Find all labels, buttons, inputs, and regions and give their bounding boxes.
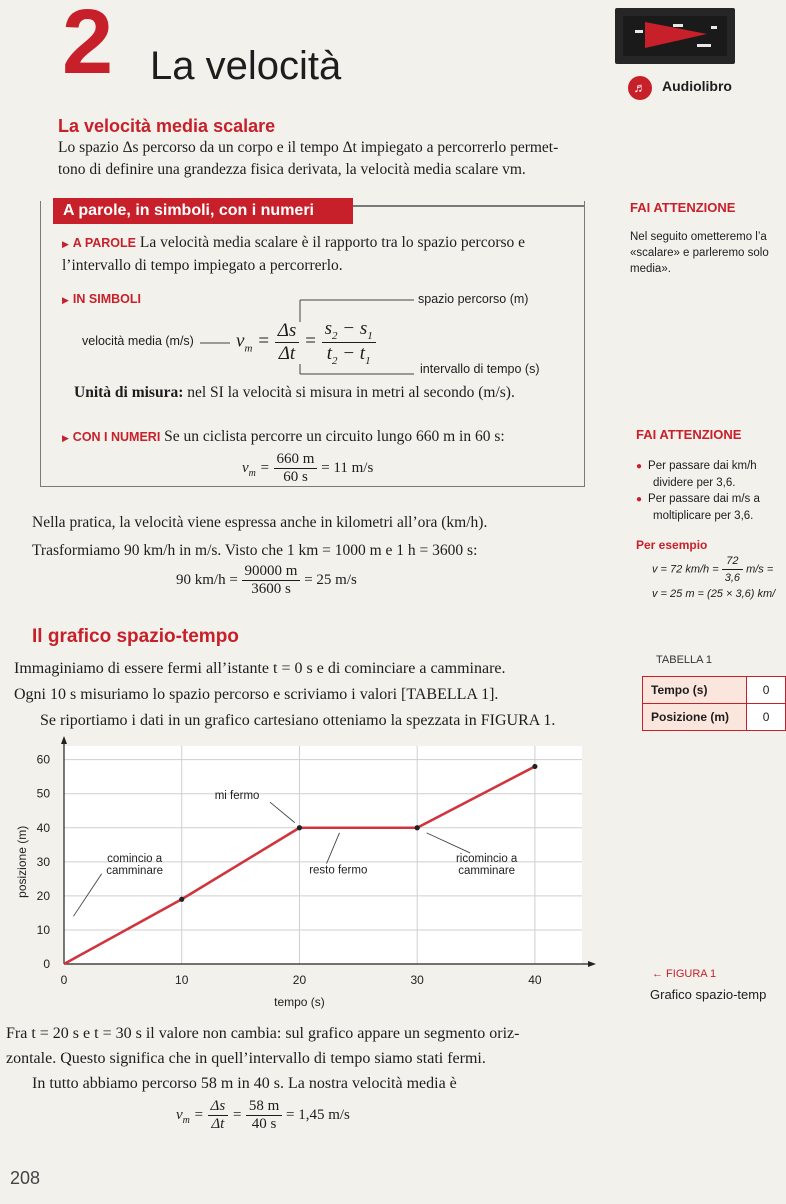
numbers-result: = 11 m/s (321, 459, 374, 476)
example-1-num: 72 (722, 553, 743, 570)
sidebar-title-attention-1: FAI ATTENZIONE (630, 200, 736, 215)
velocity-formula: $v_m$ = $\frac{\Delta s}{\Delta t}$ = $\frac{s_2 - s_1}{t_2 - t_1}$ (236, 318, 376, 367)
units-sentence (74, 382, 580, 404)
definition-box-header: A parole, in simboli, con i numeri (53, 198, 353, 224)
chart-annotation-resto-fermo: resto fermo (309, 864, 368, 877)
chart-data-point (297, 825, 302, 830)
definition-words-line-1: La velocità media scalare è il rapporto tra lo spazio percorso e (139, 234, 526, 251)
chart-x-tick-label: 30 (410, 973, 424, 987)
data-table (642, 676, 786, 731)
chart-y-tick-label: 0 (43, 957, 50, 971)
table-row (643, 704, 786, 731)
graph-intro-paragraph (14, 656, 614, 734)
audiobook-thumbnail[interactable] (615, 8, 735, 64)
conversion-formula (176, 563, 357, 598)
table-row (643, 677, 786, 704)
section-title-graph: Il grafico spazio-tempo (32, 626, 239, 647)
headphones-icon[interactable]: ♬ (628, 76, 652, 100)
label-average-velocity: velocità media (m/s) (82, 334, 194, 348)
symbols-tag-row: ▶ IN SIMBOLI (62, 292, 141, 306)
chart-data-point (179, 897, 184, 902)
chart-y-tick-label: 50 (36, 786, 50, 801)
example-title: Per esempio (636, 538, 708, 552)
units-label: Unità di misura: (74, 384, 184, 401)
tag-symbols: IN SIMBOLI (72, 292, 141, 306)
example-1-right: m/s = (746, 563, 774, 576)
conversion-left: 90 km/h = (176, 571, 238, 588)
chart-y-tick-label: 30 (36, 854, 50, 869)
numbers-numerator: 660 m (274, 451, 318, 469)
chart-annotation-ricomincio: ricomincio a camminare (455, 852, 518, 877)
tag-numbers: CON I NUMERI (72, 430, 161, 444)
conversion-right: = 25 m/s (304, 571, 357, 588)
conversion-denominator: 3600 s (251, 581, 291, 597)
result-value: = 1,45 m/s (285, 1106, 350, 1123)
chart-y-tick-label: 20 (36, 888, 50, 903)
label-space-travelled: spazio percorso (m) (418, 292, 529, 306)
figure-caption-tag: ← FIGURA 1 (652, 968, 717, 980)
chart-x-tick-label: 10 (175, 973, 189, 987)
audiobook-link[interactable]: Audiolibro (662, 78, 732, 94)
graph-intro-line-1: Immaginiamo di essere fermi all’istante t = 0 s e di cominciare a camminare. (14, 660, 506, 677)
sidebar-note-2: ● Per passare dai km/h dividere per 3,6. ● Per passare dai m/s a moltiplicare per 3,6. (636, 458, 786, 524)
audio-waveform-icon (615, 8, 735, 64)
intro-line-2: tono di definire una grandezza fisica derivata, la velocità media scalare vm. (58, 161, 526, 178)
example-1-left: v = 72 km/h = (652, 563, 719, 576)
intro-paragraph (58, 137, 598, 181)
chart-annotation-comincio: comincio a camminare (106, 852, 164, 877)
page-number: 208 (10, 1168, 41, 1188)
result-numerator: 58 m (246, 1098, 282, 1116)
chart-y-axis-arrow (61, 736, 67, 744)
conclusion-line-2: zontale. Questo significa che in quell’intervallo di tempo siamo stati fermi. (6, 1050, 486, 1067)
chart-annotation-mi-fermo: mi fermo (214, 789, 260, 802)
chart-data-point (415, 825, 420, 830)
table-title: TABELLA 1 (656, 654, 713, 666)
numbers-denominator: 60 s (283, 469, 308, 485)
km-h-line-2: Trasformiamo 90 km/h in m/s. Visto che 1 km = 1000 m e 1 h = 3600 s: (32, 542, 478, 559)
chart-y-axis-label: posizione (m) (15, 825, 29, 898)
conversion-numerator: 90000 m (242, 563, 301, 581)
table-cell-position: 0 (747, 704, 786, 731)
box-top-rule (340, 205, 584, 207)
chart-y-tick-label: 40 (36, 820, 50, 835)
result-denominator: 40 s (251, 1116, 277, 1132)
intro-line-1: Lo spazio Δs percorso da un corpo e il tempo Δt impiegato a percorrerlo permet- (58, 139, 559, 156)
units-text: nel SI la velocità si misura in metri al secondo (m/s). (187, 384, 515, 401)
conclusion-paragraph (6, 1021, 606, 1096)
graph-intro-line-3: Se riportiamo i dati in un grafico cartesiano otteniamo la spezzata in FIGURA 1. (40, 712, 556, 729)
chart-x-tick-label: 0 (60, 973, 68, 987)
example-conversion-2: v = 25 m = (25 × 3,6) km/ (652, 588, 776, 600)
sidebar-2-b2-line-1: Per passare dai m/s a (648, 493, 760, 505)
conclusion-line-1: Fra t = 20 s e t = 30 s il valore non cambia: sul grafico appare un segmento oriz- (6, 1025, 520, 1042)
conclusion-line-3: In tutto abbiamo percorso 58 m in 40 s. La nostra velocità media è (32, 1075, 457, 1092)
numbers-formula: $v_m$ = $\frac{660 m}{60 s}$ = 11 m/s (242, 451, 374, 485)
chart-x-tick-label: 20 (292, 973, 307, 987)
sidebar-2-b1-line-2: dividere per 3,6. (653, 477, 736, 489)
chapter-title: La velocità (150, 44, 342, 88)
chart-data-point (532, 764, 537, 769)
tag-words: A PAROLE (72, 236, 136, 250)
example-conversion-1 (652, 553, 786, 586)
label-time-interval: intervallo di tempo (s) (420, 362, 540, 376)
numbers-text: Se un ciclista percorre un circuito lungo 660 m in 60 s: (164, 428, 505, 445)
graph-intro-line-2: Ogni 10 s misuriamo lo spazio percorso e scriviamo i valori [TABELLA 1]. (14, 686, 499, 703)
section-title-average-speed: La velocità media scalare (58, 116, 276, 136)
sidebar-title-attention-2: FAI ATTENZIONE (636, 427, 742, 442)
chart-y-tick-label: 60 (36, 752, 50, 767)
example-1-den: 3,6 (724, 572, 741, 584)
definition-words-line-2: l’intervallo di tempo impiegato a percorrerlo. (62, 257, 343, 274)
sidebar-2-b2-line-2: moltiplicare per 3,6. (653, 510, 754, 522)
chapter-number: 2 (62, 0, 114, 93)
sidebar-note-1-line-1: Nel seguito ometteremo l’a (630, 231, 767, 243)
numbers-sentence: ▶ CON I NUMERI Se un ciclista percorre un circuito lungo 660 m in 60 s: (62, 428, 505, 445)
chart-x-axis-arrow (588, 961, 596, 967)
definition-words: ▶ A PAROLE La velocità media scalare è il rapporto tra lo spazio percorso e l’intervallo di tempo impiegato a percorrerlo. (62, 232, 580, 277)
chart-y-tick-label: 10 (36, 922, 50, 937)
average-speed-result-formula: $v_m$ = $\frac{\Delta s}{\Delta t}$ = $\frac{58 m}{40 s}$ = 1,45 m/s (176, 1098, 350, 1132)
space-time-chart (0, 736, 600, 1012)
sidebar-note-1-line-2: «scalare» e parleremo solo (630, 247, 769, 259)
chart-x-axis-label: tempo (s) (274, 995, 325, 1009)
chart-x-tick-label: 40 (528, 973, 542, 987)
table-header-position: Posizione (m) (643, 704, 747, 731)
sidebar-note-1-line-3: media». (630, 263, 671, 275)
sidebar-note-1 (630, 229, 786, 277)
table-cell-time: 0 (747, 677, 786, 704)
km-h-paragraph (32, 512, 592, 562)
sidebar-2-b1-line-1: Per passare dai km/h (648, 460, 757, 472)
table-header-time: Tempo (s) (643, 677, 747, 704)
km-h-line-1: Nella pratica, la velocità viene espressa anche in kilometri all’ora (km/h). (32, 514, 488, 531)
figure-caption: Grafico spazio-temp (650, 987, 767, 1002)
